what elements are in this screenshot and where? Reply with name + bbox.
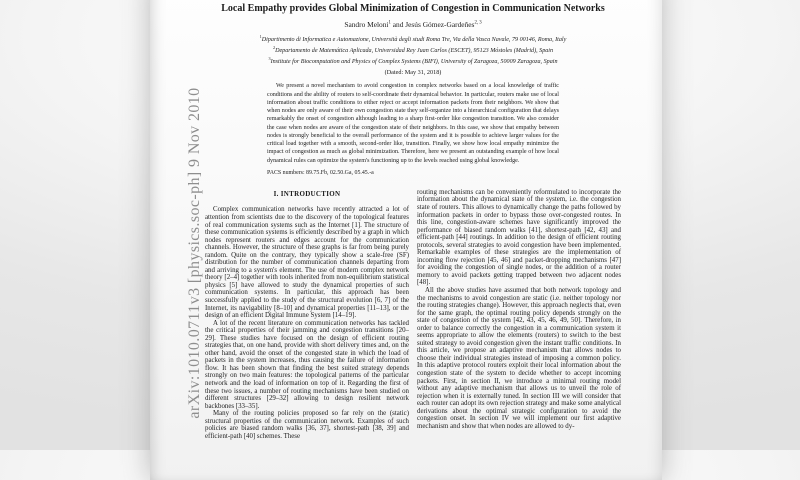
intro-paragraph-1: Complex communication networks have recently attracted a lot of attention from scientists due to the discovery of the topological features of real communication systems such as the Internet [1]. The structure of these communication systems is efficiently described by a graph in which nodes represent routers and edges account for the communication channels. However, the structure of these graphs is far from being purely random. Quite on the contrary, they typically show a scale-free (SF) distribution for the number of communication channels departing from and arriving to a system's element. The use of modern complex network theory [2–4] together with tools inherited from non-equilibrium statistical physics [5] have allowed to study the dynamical properties of such communication systems. In particular, this approach has been successfully applied to the study of the structural evolution [6, 7] of the Internet, its navigability [8–10] and dynamical properties [11–13], or the design of an efficient Digital Immune System [14–19]. (205, 206, 409, 320)
affiliation-2-marker: 2 (272, 45, 276, 51)
intro-paragraph-3-continued: routing mechanisms can be conveniently reformulated to incorporate the information about the dynamical state of the system, i.e. the congestion state of routers. This allows to dynamically change the paths followed by information packets in order to bypass those over-congested routes. In this line, congestion-aware schemes have significantly improved the performance of biased random walks [41], shortest-path [42, 43] and efficient-path [44] routings. In addition to the design of efficient routing protocols, several strategies to avoid congestion have been implemented. Remarkable examples of these strategies are the implementation of incoming flow rejection [45, 46] and packet-dropping mechanisms [47] for avoiding the congestion of single nodes, or the addition of a router memory to avoid packets getting trapped between two adjacent nodes [48]. (417, 188, 621, 287)
affiliation-1 (205, 33, 621, 44)
dated-line: (Dated: May 31, 2018) (384, 69, 442, 77)
intro-paragraph-2: A lot of the recent literature on communication networks has tackled the critical properties of their jamming and congestion transitions [20–29]. These studies have focused on the design of efficient routing strategies that, on one hand, provide with short delivery times and, on the other hand, avoid the onset of the congested state in which the load of packets in the system increases, thus causing the failure of information flow. It has been shown that finding the best suited strategy depends strongly on two main features: the topological patterns of the particular network and the load of information on top of it. Regarding the first of these two issues, a number of routing mechanisms have been studied on different structures [29–32] allowing to design resilient network backbones [33–35]. (205, 319, 409, 410)
affiliations (205, 33, 621, 66)
author-1-affiliation-mark: 1 (388, 20, 391, 26)
arxiv-watermark: arXiv:1010.0711v3 [physics.soc-ph] 9 Nov 2010 (186, 87, 203, 419)
affiliation-3-text: Institute for Biocomputation and Physics of Complex Systems (BIFI), University of Zaragoza, 50009 Zaragoza, Spain (270, 59, 558, 66)
author-1: Sandro Meloni (344, 20, 389, 29)
affiliation-1-marker: 1 (259, 34, 262, 39)
affiliation-3-marker: 3 (268, 56, 271, 62)
authors-joiner: and (390, 20, 406, 29)
pacs-line: PACS numbers: 89.75.Fb, 02.50.Ga, 05.45.-a (267, 169, 374, 176)
abstract (267, 82, 559, 165)
left-column (205, 189, 409, 441)
paper-title: Local Empathy provides Global Minimization of Congestion in Communication Networks (221, 3, 605, 14)
affiliation-1-text: Dipartimento di Informatica e Automazione, Università degli studi Roma Tre, Via della Vasca Navale, 79 00146, Roma, Italy (261, 37, 567, 44)
affiliation-3 (205, 55, 621, 66)
paper-content (205, 0, 621, 440)
author-2-affiliation-mark: 2, 3 (474, 20, 482, 26)
affiliation-2-text: Departamento de Matemática Aplicada, Universidad Rey Juan Carlos (ESCET), 95123 Móstoles (Madrid), Spain (275, 48, 554, 55)
right-column (417, 189, 621, 441)
authors-line (205, 20, 621, 29)
intro-paragraph-4: All the above studies have assumed that both network topology and the mechanisms to avoid congestion are static (i.e. neither topology nor the routing strategies change). However, this approach neglects that, even for the same graph, the optimal routing policy depends strongly on the state of congestion of the system [42, 43, 45, 46, 49, 50]. Therefore, in order to balance correctly the congestion in a communication system it seems appropriate to allow the elements (routers) to switch to the best suited strategy to avoid congestion given the instant traffic conditions. In this article, we propose an adaptive mechanism that allows nodes to choose their individual strategies instead of imposing a common policy. In this adaptive protocol routers exploit their local information about the congestion state of the system to decide whether to accept incoming packets. First, in section II, we introduce a minimal routing model without any adaptive mechanism that allows us to unveil the role of rejection when it is externally tuned. In section III we will consider that each router can adopt its own rejection strategy and make some analytical derivations about the optimal strategic configuration to avoid the congestion onset. In section IV we will implement our first adaptive mechanism and show that when nodes are allowed to dy- (417, 286, 621, 430)
abstract-text: We present a novel mechanism to avoid congestion in complex networks based on a local knowledge of traffic conditions and the ability of routers to self-coordinate their dynamical behavior. In particular, routers make use of local information about traffic conditions to either reject or accept information packets from their neighbors. We show that when nodes are only aware of their own congestion state they self-organize into a hierarchical configuration that delays remarkably the onset of congestion although leading to a sharp first-order like congestion transition. We also consider the case when nodes are aware of the congestion state of their neighbors. In this case, we show that empathy between nodes is strongly beneficial to the overall performance of the system and it is possible to achieve larger values for the critical load together with a smooth, second-order like, transition. Finally, we show how local empathy minimize the impact of congestion as much as global minimization. Therefore, here we present an outstanding example of how local dynamical rules can optimize the system's functioning up to the levels reached using global knowledge. (267, 83, 559, 164)
intro-paragraph-3: Many of the routing policies proposed so far rely on the (static) structural properties of the communication network. Examples of such policies are biased random walks [36, 37], shortest-path [38, 39] and efficient-path [40] schemes. These (205, 410, 409, 440)
affiliation-2 (205, 44, 621, 55)
author-2: Jesús Gómez-Gardeñes (405, 20, 475, 29)
section-heading-introduction: I. INTRODUCTION (273, 189, 341, 198)
two-column-body (205, 189, 621, 441)
